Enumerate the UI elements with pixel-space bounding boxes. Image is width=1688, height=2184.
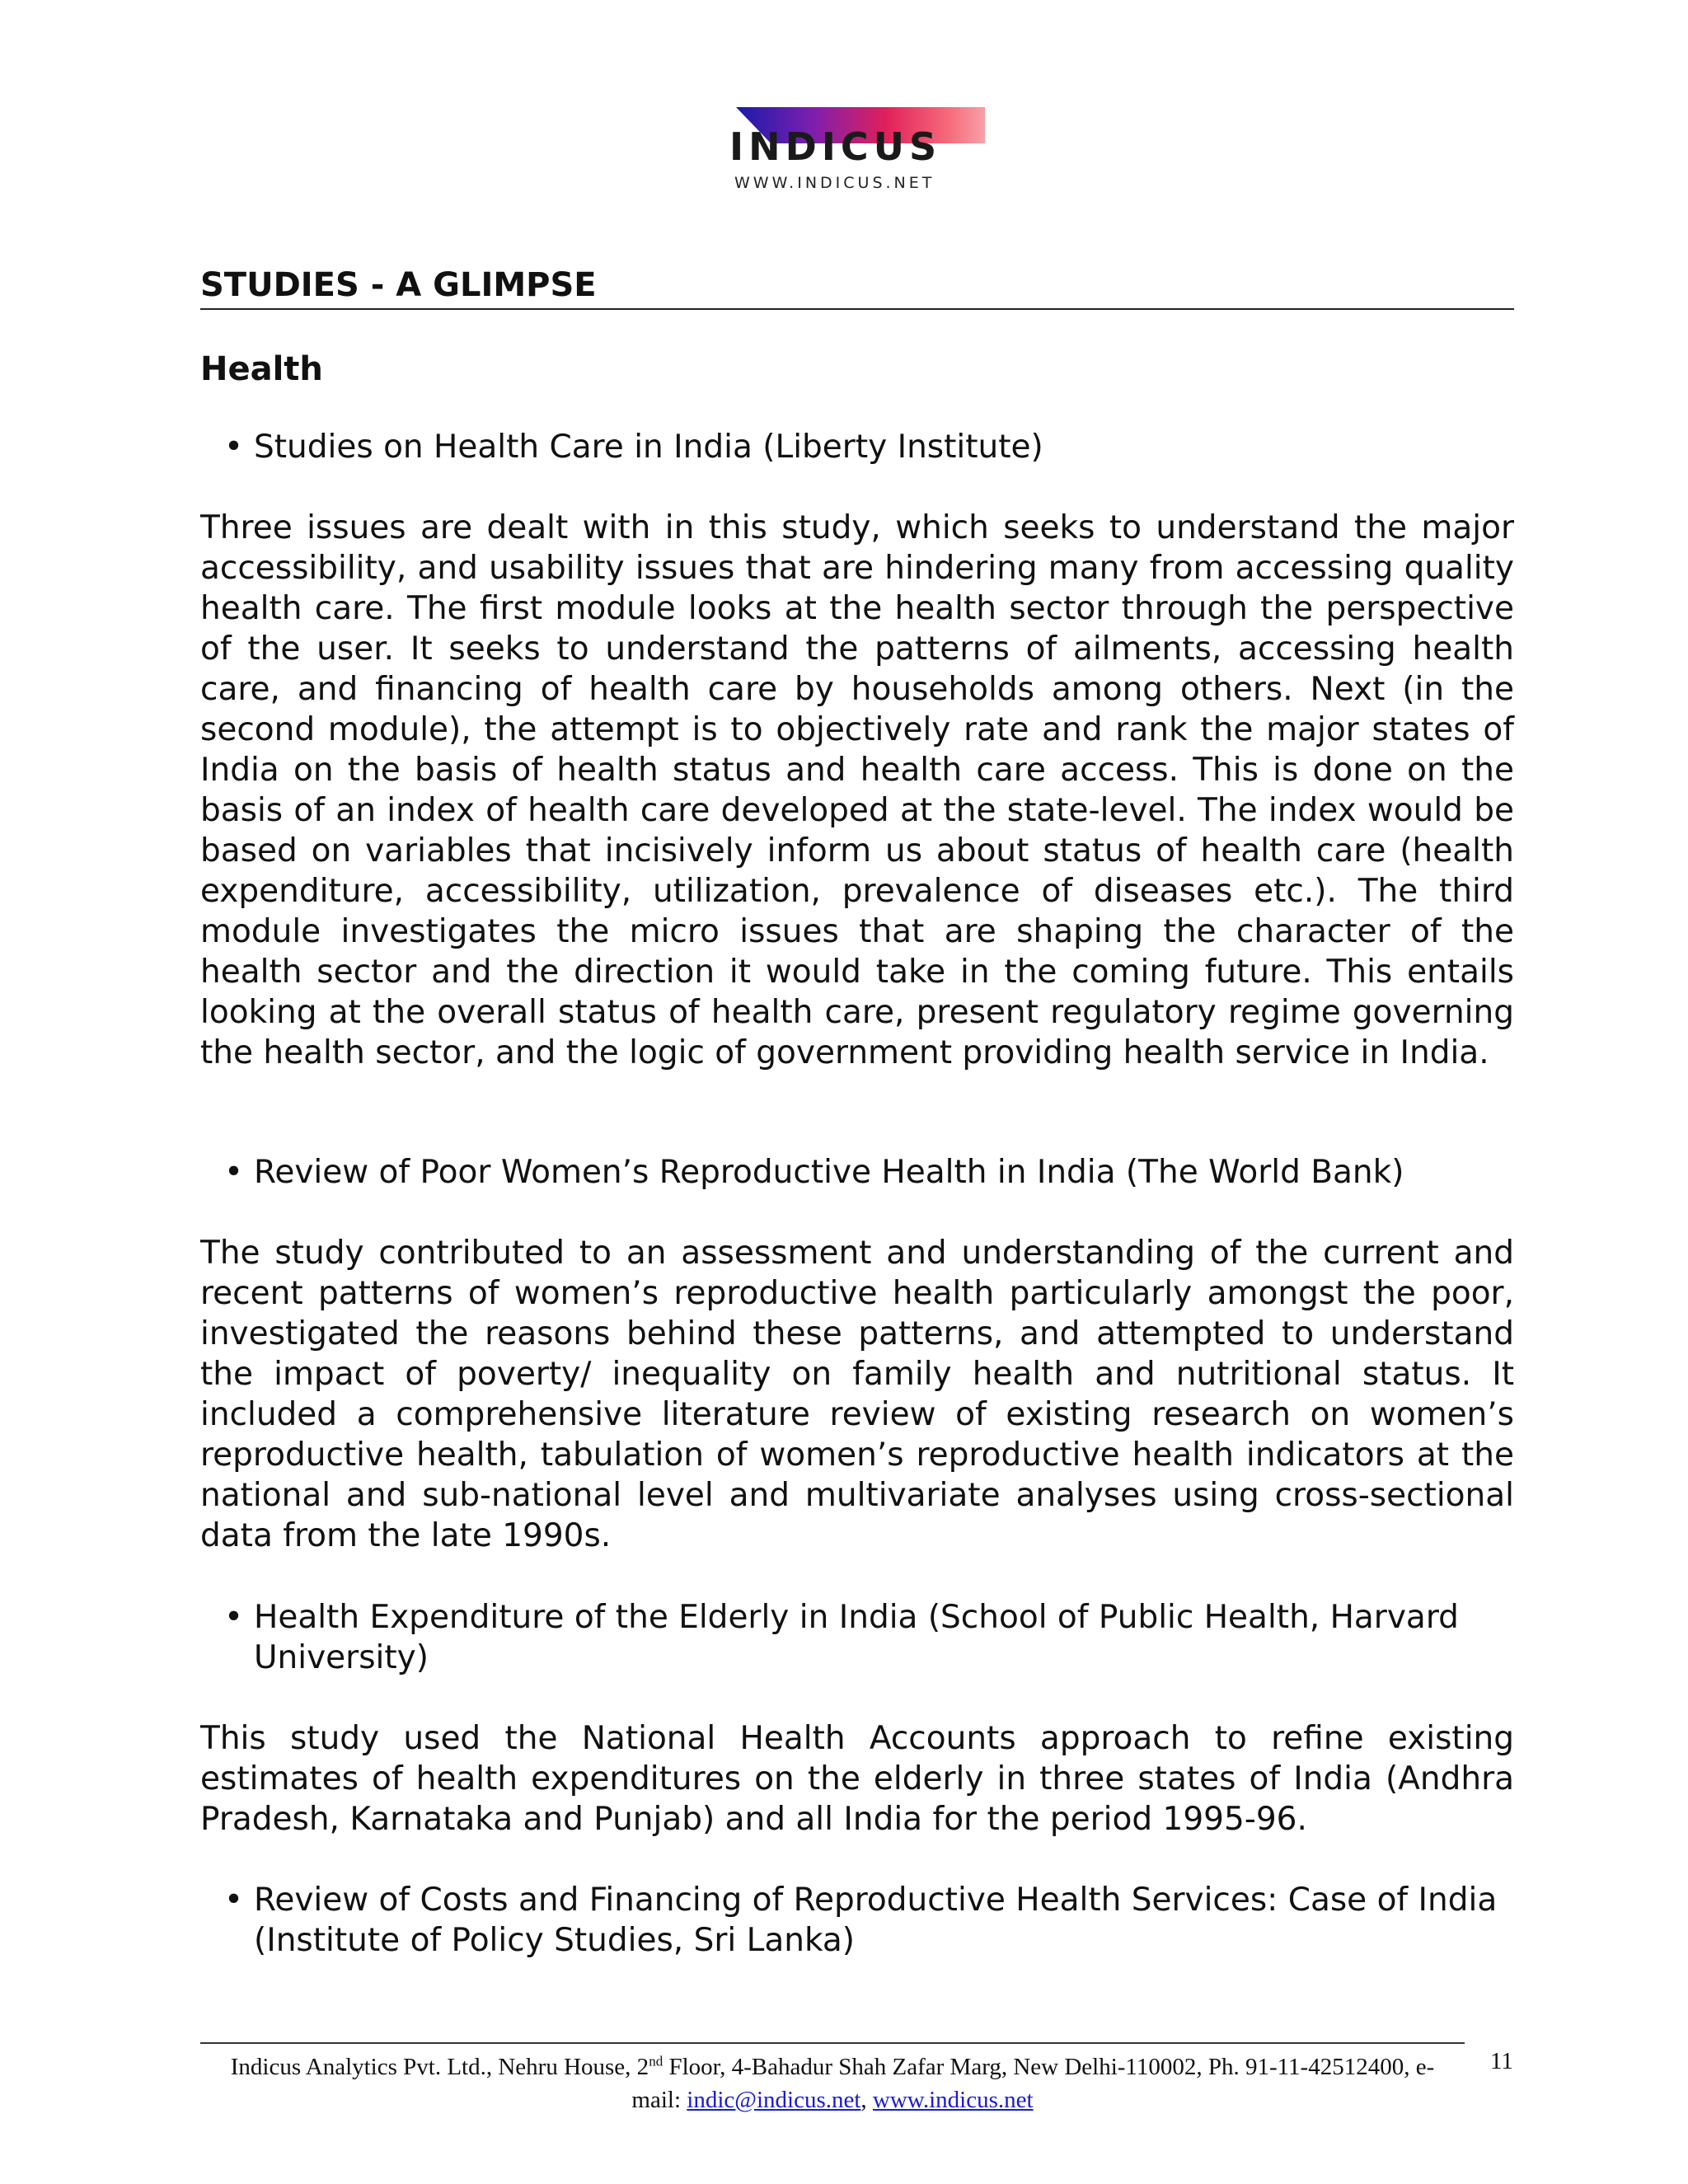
footer-address [200,2045,1465,2116]
logo-url: WWW.INDICUS.NET [734,174,935,192]
paragraph: The study contributed to an assessment and understanding of the current and recent patterns of women’s reproductive health particularly amongst the poor, investigated the reasons behind these patterns, and attempted to understand the impact of poverty/ inequality on family health and nutritional status. It included a comprehensive literature review of existing research on women’s reproductive health, tabulation of women’s reproductive health indicators at the national and sub-national level and multivariate analyses using cross-sectional data from the late 1990s. [200,1235,1514,1554]
bullet-symbol: • [224,1154,244,1191]
footer-line2: mail: indic@indicus.net, www.indicus.net [631,2086,1034,2113]
bullet-text: Studies on Health Care in India (Liberty Institute) [254,429,1043,466]
paragraph: Three issues are dealt with in this study, which seeks to understand the major accessibility, and usability issues that are hindering many from accessing quality health care. The first module looks at the health sector through the perspective of the user. It seeks to understand the patterns of ailments, accessing health care, and financing of health care by households among others. Next (in the second module), the attempt is to objectively rate and rank the major states of India on the basis of health status and health care access. This is done on the basis of an index of health care developed at the state-level. The index would be based on variables that incisively inform us about status of health care (health expenditure, accessibility, utilization, prevalence of diseases etc.). The third module investigates the micro issues that are shaping the character of the health sector and the direction it would take in the coming future. This entails looking at the overall status of health care, present regulatory regime governing the health sector, and the logic of government providing health service in India. [200,509,1514,1071]
section-title: STUDIES - A GLIMPSE [200,262,1514,310]
page-number: 11 [1490,2048,1513,2074]
paragraph: This study used the National Health Accounts approach to refine existing estimates of health expenditures on the elderly in three states of India (Andhra Pradesh, Karnataka and Punjab) and all India for the period 1995-96. [200,1720,1514,1838]
footer-line1: Indicus Analytics Pvt. Ltd., Nehru House, 2nd Floor, 4-Bahadur Shah Zafar Marg, New Delhi-110002, Ph. 91-11-42512400, e- [230,2053,1435,2080]
bullet-text: Review of Poor Women’s Reproductive Health in India (The World Bank) [254,1154,1404,1191]
bullet-text: Health Expenditure of the Elderly in India (School of Public Health, Harvard University) [254,1599,1459,1676]
bullet-item [224,1880,1514,1961]
indicus-logo [729,104,989,196]
footer-website-link[interactable]: www.indicus.net [872,2086,1034,2113]
bullet-symbol: • [224,1599,244,1636]
bullet-text: Review of Costs and Financing of Reproductive Health Services: Case of India (Institute of Policy Studies, Sri Lanka) [254,1882,1498,1959]
bullet-item [224,427,1514,467]
logo-wordmark: INDICUS [729,124,942,169]
bullet-symbol: • [224,429,244,466]
footer-email-link[interactable]: indic@indicus.net [687,2086,861,2113]
bullet-symbol: • [224,1882,244,1919]
footer-divider [200,2042,1465,2044]
bullet-item [224,1152,1514,1193]
subheading-health: Health [200,350,323,388]
bullet-item [224,1597,1514,1678]
